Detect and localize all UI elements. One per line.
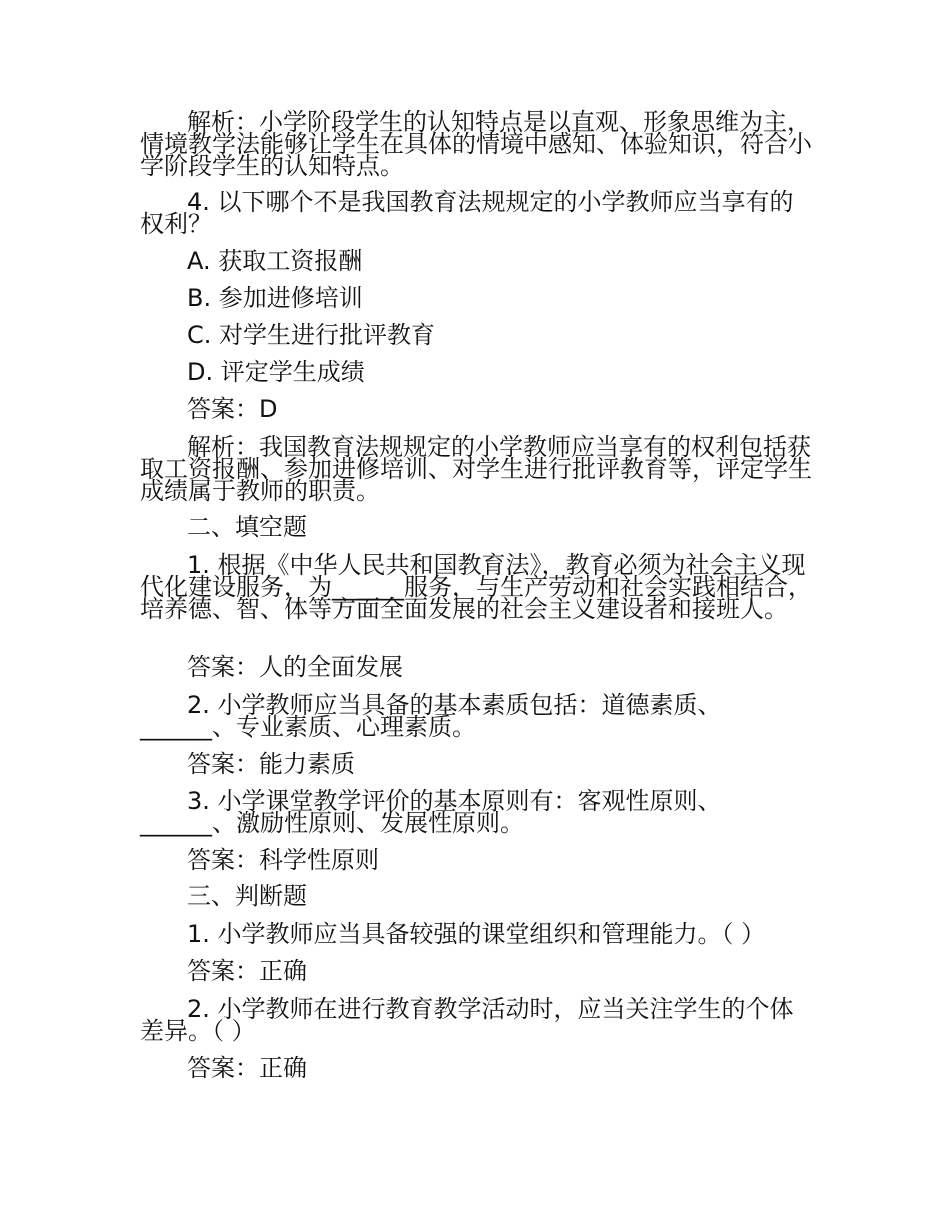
option-c: C. 对学生进行批评教育 [187,321,436,349]
question-paragraph: 4. 以下哪个不是我国教育法规规定的小学教师应当享有的权利？ [140,188,794,238]
question-paragraph: 3. 小学课堂教学评价的基本原则有：客观性原则、______、激励性原则、发展性原则。 [140,787,722,837]
answer-line: 答案：D [187,395,278,423]
answer-line: 答案：正确 [187,1054,307,1082]
question-paragraph: 2. 小学教师在进行教育教学活动时，应当关注学生的个体差异。（ ） [140,995,794,1045]
answer-line: 答案：科学性原则 [187,846,379,874]
option-d: D. 评定学生成绩 [187,358,365,386]
option-a: A. 获取工资报酬 [187,247,363,275]
question-paragraph: 1. 小学教师应当具备较强的课堂组织和管理能力。（ ） [187,920,766,948]
question-paragraph: 2. 小学教师应当具备的基本素质包括：道德素质、______、专业素质、心理素质。 [140,691,722,741]
analysis-paragraph: 解析：我国教育法规规定的小学教师应当享有的权利包括获取工资报酬、参加进修培训、对学生进行批评教育等，评定学生成绩属于教师的职责。 [140,433,812,505]
option-b: B. 参加进修培训 [187,284,363,312]
answer-line: 答案：人的全面发展 [187,653,403,681]
answer-line: 答案：正确 [187,957,307,985]
analysis-paragraph: 解析：小学阶段学生的认知特点是以直观、形象思维为主，情境教学法能够让学生在具体的情境中感知、体验知识，符合小学阶段学生的认知特点。 [140,108,812,180]
section-heading: 三、判断题 [187,882,307,910]
question-paragraph: 1. 根据《中华人民共和国教育法》，教育必须为社会主义现代化建设服务，为______服务，与生产劳动和社会实践相结合，培养德、智、体等方面全面发展的社会主义建设者和接班人。 [140,551,812,623]
section-heading: 二、填空题 [187,513,307,541]
answer-line: 答案：能力素质 [187,750,355,778]
